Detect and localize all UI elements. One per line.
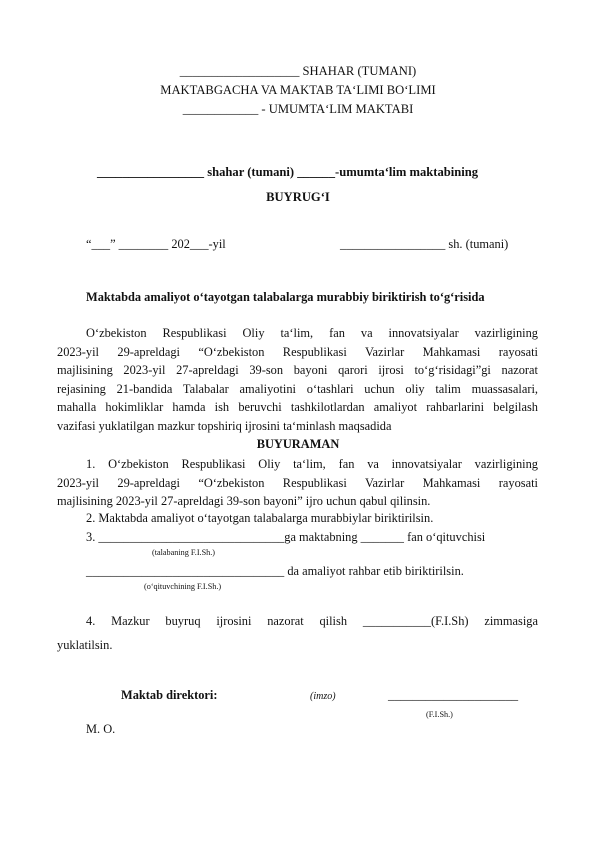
preamble-line: vazifasi yuklatilgan mazkur topshiriq ijrosini ta‘minlash maqsadida bbox=[57, 418, 392, 433]
preamble-line: majlisining 2023-yil 27-apreldagi 39-son bayoni qarori ijrosi to‘g‘risidagi”gi nazorat bbox=[57, 363, 538, 378]
preamble-line: 2023-yil 29-apreldagi “O‘zbekiston Respublikasi Vazirlar Mahkamasi rayosati bbox=[57, 344, 538, 359]
order-item-2: 2. Maktabda amaliyot o‘tayotgan talabalarga murabbiylar biriktirilsin. bbox=[86, 511, 434, 525]
order-item-4-line1: 4. Mazkur buyruq ijrosini nazorat qilish ___________(F.I.Sh) zimmasiga bbox=[86, 614, 538, 628]
item1-line: majlisining 2023-yil 27-apreldagi 39-son bayoni” ijro uchun qabul qilinsin. bbox=[57, 494, 431, 509]
director-name-caption: (F.I.Sh.) bbox=[426, 710, 453, 719]
preamble-paragraph bbox=[57, 324, 538, 436]
signature-label: (imzo) bbox=[310, 691, 336, 702]
place-field: _________________ sh. (tumani) bbox=[340, 237, 509, 251]
order-item-1 bbox=[57, 455, 538, 511]
document-type-title: BUYRUG‘I bbox=[266, 190, 330, 204]
date-field: “___” ________ 202___-yil bbox=[86, 237, 226, 251]
header-line-department: MAKTABGACHA VA MAKTAB TA‘LIMI BO‘LIMI bbox=[160, 83, 436, 97]
header-line-city: ___________________ SHAHAR (TUMANI) bbox=[179, 64, 417, 78]
director-title: Maktab direktori: bbox=[121, 688, 218, 702]
student-name-caption: (talabaning F.I.Sh.) bbox=[152, 548, 216, 557]
order-item-4-line2: yuklatilsin. bbox=[57, 638, 113, 652]
preamble-line: rejasining 21-bandida Talabalar amaliyotini o‘tashlari uchun oliy talim muassasalari, bbox=[57, 381, 538, 396]
subject-title: Maktabda amaliyot o‘tayotgan talabalarga murabbiy biriktirish to‘g‘risida bbox=[86, 290, 485, 304]
order-item-3-line2: ________________________________ da amaliyot rahbar etib biriktirilsin. bbox=[86, 564, 464, 578]
preamble-line: mahalla hokimliklar hamda ish beruvchi tashkilotlardan amaliyot rahbarlarini belgilash bbox=[57, 400, 538, 415]
preamble-line: O‘zbekiston Respublikasi Oliy ta‘lim, fan va innovatsiyalar vazirligining bbox=[86, 326, 538, 340]
stamp-place: M. O. bbox=[86, 722, 116, 736]
item1-line: 1. O‘zbekiston Respublikasi Oliy ta‘lim, fan va innovatsiyalar vazirligining bbox=[86, 457, 538, 471]
order-title: BUYURAMAN bbox=[256, 437, 340, 451]
order-item-3-line1: 3. ______________________________ga maktabning _______ fan o‘qituvchisi bbox=[86, 530, 486, 544]
school-name-line: _________________ shahar (tumani) ______-umumta‘lim maktabining bbox=[97, 165, 479, 179]
director-name-line: _____________________ bbox=[388, 688, 519, 702]
teacher-name-caption: (o‘qituvchining F.I.Sh.) bbox=[144, 582, 222, 591]
item1-line: 2023-yil 29-apreldagi “O‘zbekiston Respublikasi Vazirlar Mahkamasi rayosati bbox=[57, 475, 538, 490]
header-line-school: ____________ - UMUMTA‘LIM MAKTABI bbox=[182, 102, 414, 116]
